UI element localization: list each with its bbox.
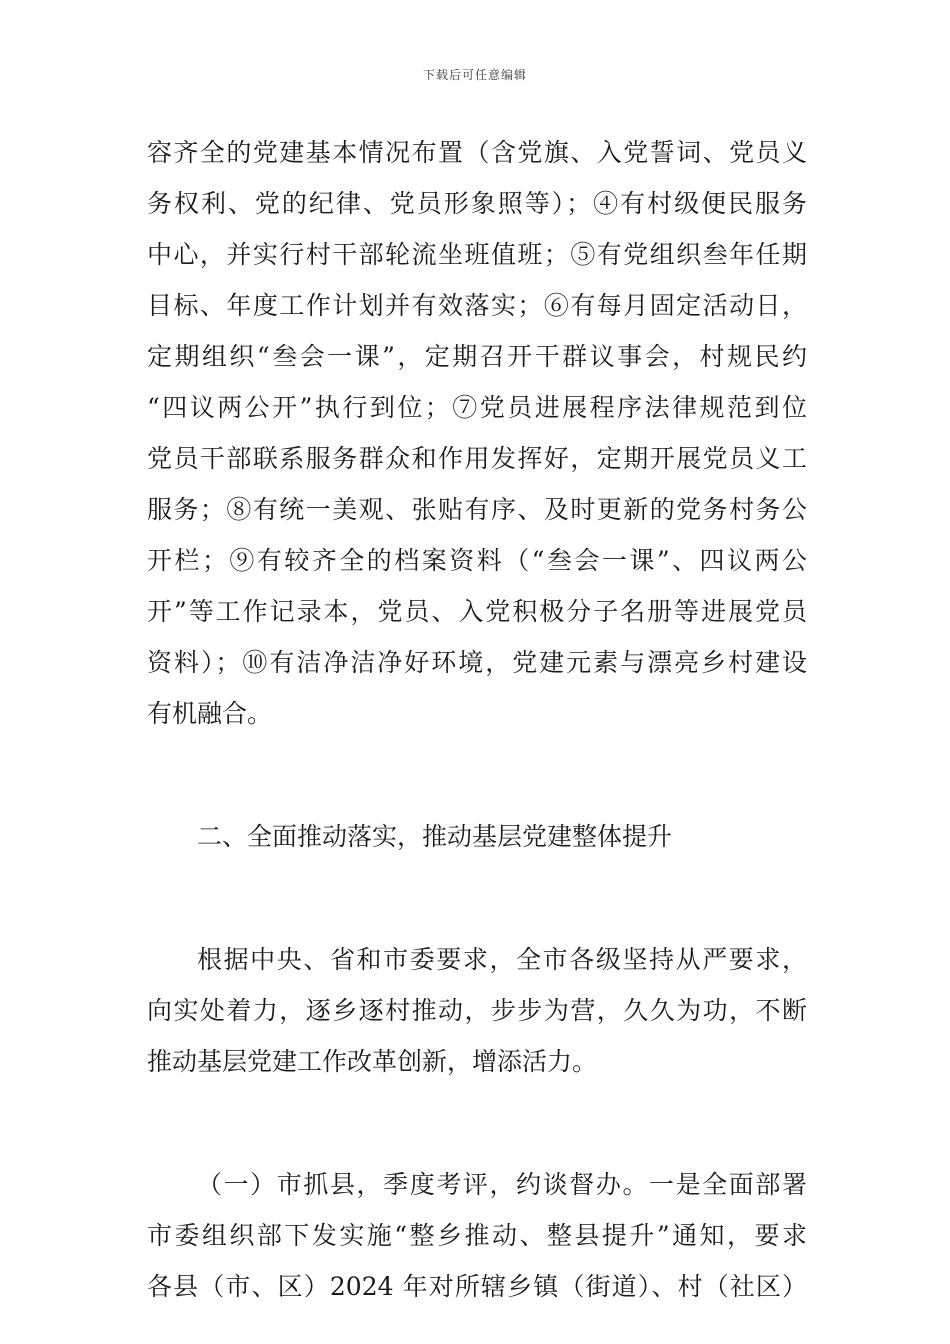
paragraph-line: 各县（市、区）2024 年对所辖乡镇（街道）、村（社区） <box>147 1272 807 1301</box>
page-header-note: 下载后可任意编辑 <box>422 68 527 82</box>
paragraph-line: 资料）；⑩有洁净洁净好环境，党建元素与漂亮乡村建设 <box>147 648 807 677</box>
document-body <box>147 127 807 1312</box>
paragraph-line: 党员干部联系服务群众和作用发挥好，定期开展党员义工 <box>147 444 807 473</box>
paragraph-spacer <box>147 1087 807 1159</box>
paragraph-line: 市委组织部下发实施“整乡推动、整县提升”通知，要求 <box>147 1221 807 1250</box>
paragraph-line: 定期组织“叁会一课”，定期召开干群议事会，村规民约 <box>147 342 807 371</box>
paragraph-line: （一）市抓县，季度考评，约谈督办。一是全面部署 <box>197 1170 807 1199</box>
paragraph-line: 目标、年度工作计划并有效落实；⑥有每月固定活动日， <box>147 291 807 320</box>
paragraph-line: 根据中央、省和市委要求，全市各级坚持从严要求， <box>197 945 807 974</box>
section-heading: 二、全面推动落实，推动基层党建整体提升 <box>197 822 673 851</box>
paragraph-line: “四议两公开”执行到位；⑦党员进展程序法律规范到位 <box>147 393 807 422</box>
paragraph-spacer <box>147 862 807 934</box>
paragraph-line: 中心，并实行村干部轮流坐班值班；⑤有党组织叁年任期 <box>147 240 807 269</box>
paragraph-line: 服务；⑧有统一美观、张贴有序、及时更新的党务村务公 <box>147 495 807 524</box>
paragraph-line: 容齐全的党建基本情况布置（含党旗、入党誓词、党员义 <box>147 138 807 167</box>
paragraph-line: 向实处着力，逐乡逐村推动，步步为营，久久为功，不断 <box>147 996 807 1025</box>
paragraph-line: 推动基层党建工作改革创新，增添活力。 <box>147 1047 598 1076</box>
paragraph-1 <box>147 127 807 739</box>
paragraph-line: 有机融合。 <box>147 699 273 728</box>
paragraph-2 <box>147 934 807 1087</box>
paragraph-line: 开”等工作记录本，党员、入党积极分子名册等进展党员 <box>147 597 807 626</box>
paragraph-line: 开栏；⑨有较齐全的档案资料（“叁会一课”、四议两公 <box>147 546 807 575</box>
paragraph-3 <box>147 1159 807 1312</box>
paragraph-line: 务权利、党的纪律、党员形象照等）；④有村级便民服务 <box>147 189 807 218</box>
paragraph-spacer <box>147 739 807 811</box>
